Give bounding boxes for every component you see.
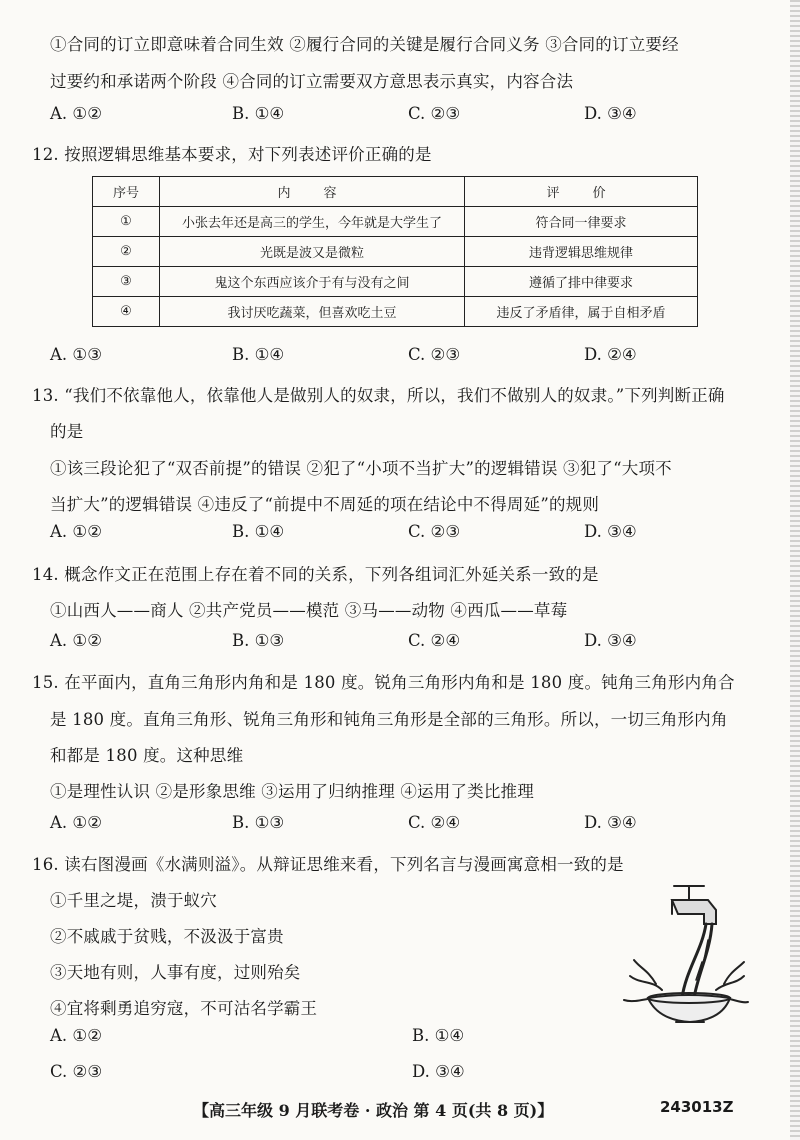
- q14-option-c[interactable]: C. ②④: [408, 631, 461, 650]
- scan-edge: [790, 0, 800, 1140]
- row-index: ④: [93, 297, 160, 327]
- q11-option-a[interactable]: A. ①②: [50, 104, 102, 123]
- q14-option-a[interactable]: A. ①②: [50, 631, 102, 650]
- q15-option-c[interactable]: C. ②④: [408, 813, 461, 832]
- q16-option-b[interactable]: B. ①④: [412, 1026, 465, 1045]
- q15-option-a[interactable]: A. ①②: [50, 813, 102, 832]
- row-index: ①: [93, 207, 160, 237]
- q13-statement-line2: 当扩大”的逻辑错误 ④违反了“前提中不周延的项在结论中不得周延”的规则: [50, 495, 600, 514]
- overflowing-faucet-cartoon: [612, 880, 752, 1030]
- q15-statement: ①是理性认识 ②是形象思维 ③运用了归纳推理 ④运用了类比推理: [50, 782, 534, 801]
- q16-option-a[interactable]: A. ①②: [50, 1026, 102, 1045]
- row-eval: 违反了矛盾律，属于自相矛盾: [465, 297, 698, 327]
- row-index: ③: [93, 267, 160, 297]
- q14-option-d[interactable]: D. ③④: [584, 631, 637, 650]
- q16-item-4: ④宜将剩勇追穷寇，不可沽名学霸王: [50, 999, 318, 1018]
- bowl: [648, 995, 730, 1022]
- q13-option-d[interactable]: D. ③④: [584, 522, 637, 541]
- table-header-index: 序号: [93, 177, 160, 207]
- q16-item-3: ③天地有则，人事有度，过则殆矣: [50, 963, 301, 982]
- row-content: 鬼这个东西应该介于有与没有之间: [160, 267, 465, 297]
- table-header-content: 内 容: [160, 177, 465, 207]
- q11-option-c[interactable]: C. ②③: [408, 104, 461, 123]
- q14-stem: 14. 概念作文正在范围上存在着不同的关系，下列各组词汇外延关系一致的是: [32, 565, 599, 584]
- table-row: [93, 207, 698, 237]
- q12-option-c[interactable]: C. ②③: [408, 345, 461, 364]
- q16-option-d[interactable]: D. ③④: [412, 1062, 465, 1081]
- q16-item-2: ②不戚戚于贫贱，不汲汲于富贵: [50, 927, 284, 946]
- row-content: 光既是波又是微粒: [160, 237, 465, 267]
- row-content: 小张去年还是高三的学生，今年就是大学生了: [160, 207, 465, 237]
- q13-option-c[interactable]: C. ②③: [408, 522, 461, 541]
- q12-stem: 12. 按照逻辑思维基本要求，对下列表述评价正确的是: [32, 145, 432, 164]
- q13-option-a[interactable]: A. ①②: [50, 522, 102, 541]
- row-eval: 遵循了排中律要求: [465, 267, 698, 297]
- q13-option-b[interactable]: B. ①④: [232, 522, 285, 541]
- q11-option-b[interactable]: B. ①④: [232, 104, 285, 123]
- table-header-eval: 评 价: [465, 177, 698, 207]
- table-header-row: [93, 177, 698, 207]
- q11-option-d[interactable]: D. ③④: [584, 104, 637, 123]
- q12-option-b[interactable]: B. ①④: [232, 345, 285, 364]
- row-index: ②: [93, 237, 160, 267]
- row-eval: 违背逻辑思维规律: [465, 237, 698, 267]
- q15-stem-line1: 15. 在平面内，直角三角形内角和是 180 度。锐角三角形内角和是 180 度。钝角三角形内角合: [32, 673, 735, 692]
- page-footer: 【高三年级 9 月联考卷 · 政治 第 4 页(共 8 页)】: [193, 1101, 554, 1120]
- q11-statement-line1: ①合同的订立即意味着合同生效 ②履行合同的关键是履行合同义务 ③合同的订立要经: [50, 35, 679, 54]
- q12-option-a[interactable]: A. ①③: [50, 345, 102, 364]
- paper-code: 243013Z: [660, 1098, 734, 1116]
- q16-stem: 16. 读右图漫画《水满则溢》。从辩证思维来看，下列名言与漫画寓意相一致的是: [32, 855, 624, 874]
- table-row: [93, 297, 698, 327]
- q13-stem-line1: 13. “我们不依靠他人，依靠他人是做别人的奴隶，所以，我们不做别人的奴隶。”下列判断正确: [32, 386, 725, 405]
- q14-statement: ①山西人——商人 ②共产党员——模范 ③马——动物 ④西瓜——草莓: [50, 601, 568, 620]
- q12-option-d[interactable]: D. ②④: [584, 345, 637, 364]
- row-eval: 符合同一律要求: [465, 207, 698, 237]
- table-row: [93, 237, 698, 267]
- q11-statement-line2: 过要约和承诺两个阶段 ④合同的订立需要双方意思表示真实，内容合法: [50, 72, 574, 91]
- q15-option-d[interactable]: D. ③④: [584, 813, 637, 832]
- q15-stem-line2: 是 180 度。直角三角形、锐角三角形和钝角三角形是全部的三角形。所以，一切三角形内角: [50, 710, 728, 729]
- q13-statement-line1: ①该三段论犯了“双否前提”的错误 ②犯了“小项不当扩大”的逻辑错误 ③犯了“大项不: [50, 459, 672, 478]
- table-row: [93, 267, 698, 297]
- q16-option-c[interactable]: C. ②③: [50, 1062, 103, 1081]
- faucet-body: [672, 900, 716, 924]
- q12-table: [92, 176, 698, 327]
- q16-item-1: ①千里之堤，溃于蚁穴: [50, 891, 217, 910]
- q15-stem-line3: 和都是 180 度。这种思维: [50, 746, 244, 765]
- q15-option-b[interactable]: B. ①③: [232, 813, 285, 832]
- q14-option-b[interactable]: B. ①③: [232, 631, 285, 650]
- row-content: 我讨厌吃蔬菜，但喜欢吃土豆: [160, 297, 465, 327]
- q13-stem-line2: 的是: [50, 422, 84, 441]
